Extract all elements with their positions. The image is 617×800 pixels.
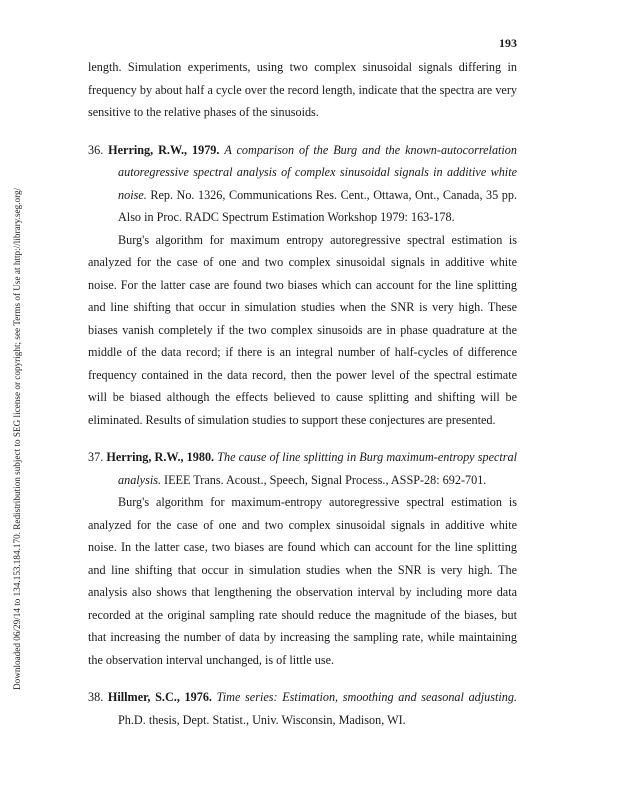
reference-citation	[88, 139, 517, 229]
reference-title: Time series: Estimation, smoothing and seasonal adjusting.	[216, 690, 517, 704]
page-content	[88, 56, 517, 731]
reference-entry-36	[88, 139, 517, 432]
reference-source: Rep. No. 1326, Communications Res. Cent., Ottawa, Ont., Canada, 35 pp. Also in Proc. RADC Spectrum Estimation Workshop 1979: 163-178.	[118, 187, 518, 224]
download-notice-sidebar	[0, 0, 22, 800]
reference-number: 37.	[88, 450, 104, 464]
reference-number: 36.	[88, 142, 104, 157]
reference-abstract: Burg's algorithm for maximum entropy autoregressive spectral estimation is analyzed for the case of one and two complex sinusoidal signals in additive white noise. For the latter case are found two biases which can account for the line splitting and line shifting that occur in simulation studies when the SNR is very high. These biases vanish completely if the two complex sinusoids are in phase quadrature at the middle of the data record; if there is an integral number of half-cycles of difference frequency contained in the data record, then the power level of the spectral estimate will be biased although the effects believed to cause splitting and shifting will be eliminated. Results of simulation studies to support these conjectures are presented.	[88, 232, 517, 427]
reference-citation	[88, 686, 517, 731]
reference-title: A comparison of the Burg and the known-autocorrelation autoregressive spectral analysis of complex sinusoidal signals in additive white noise.	[118, 142, 517, 202]
continuation-paragraph: length. Simulation experiments, using two complex sinusoidal signals differing in frequency by about half a cycle over the record length, indicate that the spectra are very sensitive to the relative phases of the sinusoids.	[88, 60, 517, 119]
reference-source: Ph.D. thesis, Dept. Statist., Univ. Wisconsin, Madison, WI.	[118, 712, 406, 727]
reference-author: Herring, R.W., 1980.	[106, 450, 215, 464]
page-number: 193	[499, 36, 517, 50]
reference-title: The cause of line splitting in Burg maximum-entropy spectral analysis.	[118, 450, 517, 487]
download-notice-text: Downloaded 06/29/14 to 134.153.184.170. Redistribution subject to SEG license or copyright; see Terms of Use at http://library.seg.org/	[12, 187, 22, 690]
reference-author: Hillmer, S.C., 1976.	[107, 690, 212, 704]
reference-number: 38.	[88, 690, 104, 704]
reference-citation	[88, 446, 517, 491]
reference-entry-37	[88, 446, 517, 671]
reference-abstract: Burg's algorithm for maximum-entropy autoregressive spectral estimation is analyzed for the case of one and two complex sinusoidal signals in additive white noise. In the latter case, two biases are found which can account for the line splitting and line shifting that occur in simulation studies when the SNR is very high. The analysis also shows that lengthening the observation interval by including more data recorded at the original sampling rate should reduce the magnitude of the biases, but that increasing the number of data by increasing the sampling rate, while maintaining the observation interval unchanged, is of little use.	[88, 495, 517, 667]
reference-author: Herring, R.W., 1979.	[108, 142, 220, 157]
reference-entry-38	[88, 686, 517, 731]
reference-source: IEEE Trans. Acoust., Speech, Signal Process., ASSP-28: 692-701.	[164, 472, 487, 487]
